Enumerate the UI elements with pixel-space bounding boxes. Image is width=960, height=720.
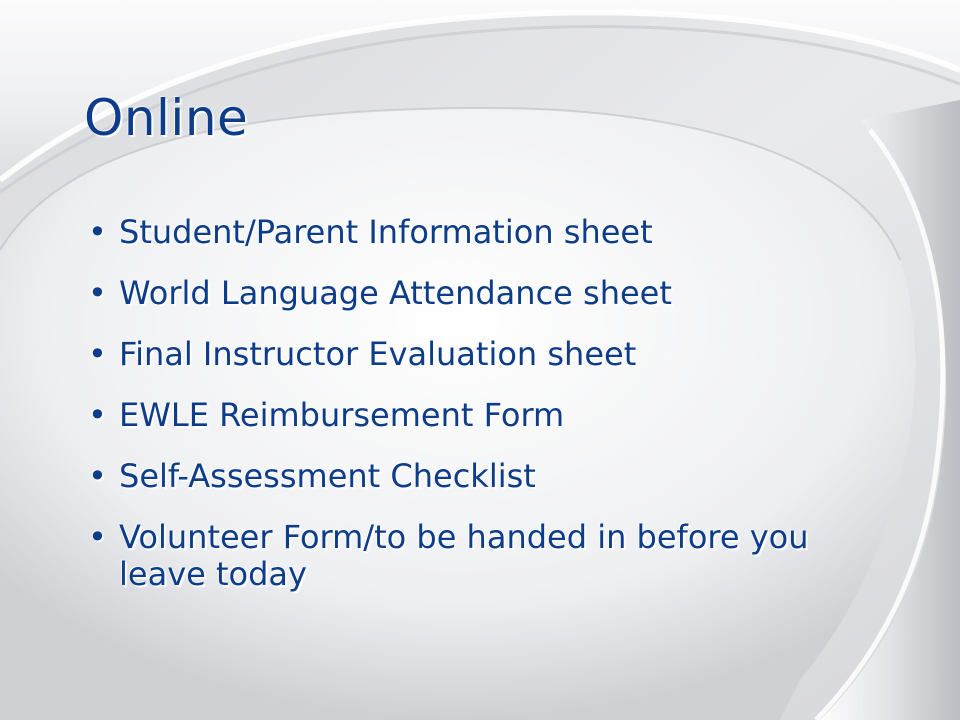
bullet-marker: •	[88, 518, 107, 556]
bullet-marker: •	[88, 335, 107, 373]
bullet-item	[88, 519, 888, 593]
bullet-item	[88, 458, 888, 495]
bullet-item	[88, 275, 888, 312]
bullet-text: Student/Parent Information sheet	[119, 213, 653, 251]
bullet-item	[88, 397, 888, 434]
bullet-list	[88, 214, 888, 617]
bullet-marker: •	[88, 457, 107, 495]
bullet-text: Final Instructor Evaluation sheet	[119, 335, 637, 373]
bullet-text: EWLE Reimbursement Form	[119, 396, 565, 434]
bullet-marker: •	[88, 274, 107, 312]
slide-title: Online	[84, 89, 249, 147]
bullet-item	[88, 336, 888, 373]
bullet-item	[88, 214, 888, 251]
bullet-marker: •	[88, 213, 107, 251]
bullet-marker: •	[88, 396, 107, 434]
bullet-text: Self-Assessment Checklist	[119, 457, 536, 495]
bullet-text: World Language Attendance sheet	[119, 274, 672, 312]
bullet-text: Volunteer Form/to be handed in before you leave today	[119, 518, 809, 593]
